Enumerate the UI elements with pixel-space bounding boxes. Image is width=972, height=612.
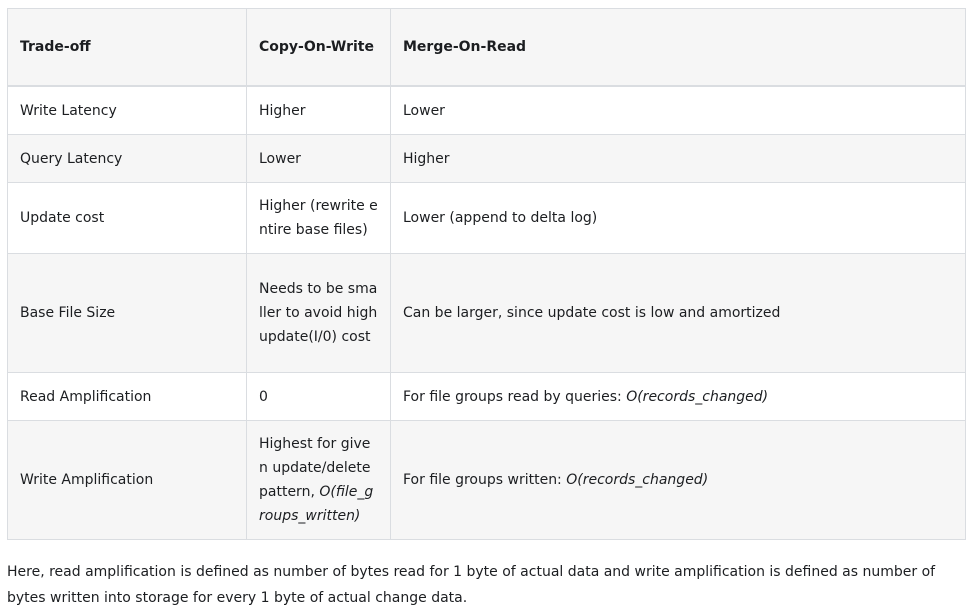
header-copy-on-write: Copy-On-Write	[247, 9, 391, 87]
cow-cell: Lower	[247, 135, 391, 183]
mor-cell	[391, 373, 966, 421]
cow-cell	[247, 421, 391, 540]
amplification-note: Here, read amplification is defined as number of bytes read for 1 byte of actual data and write amplification is defined as number of bytes written into storage for every 1 byte of actual change data.	[7, 564, 936, 606]
cow-formula: O(file_groups_written)	[259, 484, 374, 524]
tradeoff-cell: Query Latency	[8, 135, 247, 183]
table-header-row	[8, 9, 966, 87]
table-row	[8, 183, 966, 254]
cow-cell: 0	[247, 373, 391, 421]
mor-cell: Lower	[391, 86, 966, 135]
table-row	[8, 86, 966, 135]
mor-text: For file groups written:	[403, 472, 567, 488]
tradeoff-cell: Base File Size	[8, 254, 247, 373]
tradeoff-table	[7, 8, 966, 540]
cow-cell: Higher (rewrite entire base files)	[247, 183, 391, 254]
mor-cell: Lower (append to delta log)	[391, 183, 966, 254]
mor-formula: O(records_changed)	[626, 388, 769, 405]
cow-text: Highest for given update/delete pattern,	[259, 436, 371, 500]
mor-formula: O(records_changed)	[566, 472, 709, 488]
table-row	[8, 421, 966, 540]
header-merge-on-read: Merge-On-Read	[391, 9, 966, 87]
tradeoff-cell: Write Latency	[8, 86, 247, 135]
table-row	[8, 254, 966, 373]
table-row	[8, 373, 966, 421]
mor-cell: Can be larger, since update cost is low and amortized	[391, 254, 966, 373]
header-tradeoff: Trade-off	[8, 9, 247, 87]
mor-cell: Higher	[391, 135, 966, 183]
cow-cell: Needs to be smaller to avoid high update(I/0) cost	[247, 254, 391, 373]
tradeoff-cell: Read Amplification	[8, 373, 247, 421]
cow-cell: Higher	[247, 86, 391, 135]
mor-cell	[391, 421, 966, 540]
tradeoff-cell: Update cost	[8, 183, 247, 254]
tradeoff-cell: Write Amplification	[8, 421, 247, 540]
table-row	[8, 135, 966, 183]
mor-text: For file groups read by queries:	[403, 388, 627, 405]
